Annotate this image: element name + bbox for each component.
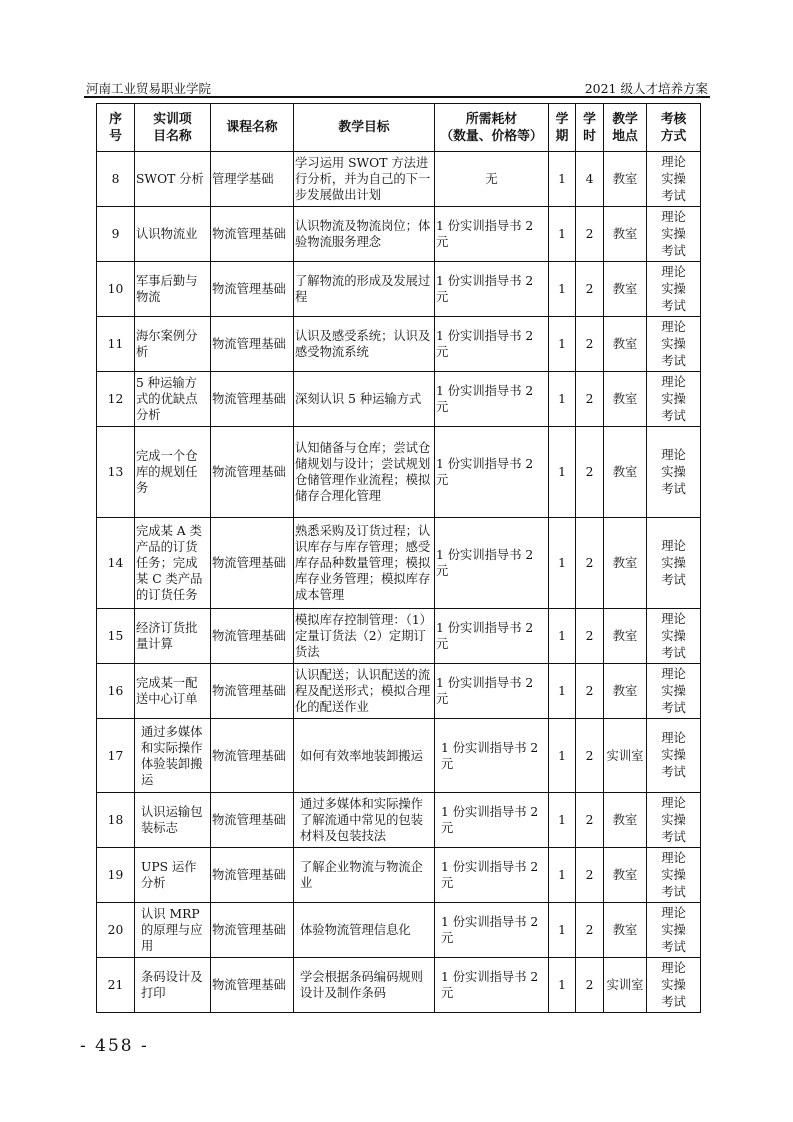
cell-seq: 19	[97, 848, 135, 903]
cell-hours: 2	[576, 262, 604, 317]
cell-goal: 如何有效率地装卸搬运	[294, 719, 435, 793]
cell-location: 教室	[604, 609, 647, 664]
cell-materials: 1 份实训指导书 2 元	[435, 719, 549, 793]
cell-term: 1	[549, 262, 576, 317]
cell-location: 教室	[604, 372, 647, 427]
cell-seq: 16	[97, 664, 135, 719]
cell-assessment: 理论 实操 考试	[647, 793, 701, 848]
col-project: 实训项 目名称	[135, 104, 211, 152]
cell-materials: 1 份实训指导书 2 元	[435, 848, 549, 903]
cell-seq: 13	[97, 427, 135, 518]
table-row	[97, 848, 701, 903]
cell-term: 1	[549, 903, 576, 958]
page-header	[84, 76, 710, 98]
col-course: 课程名称	[211, 104, 294, 152]
col-materials: 所需耗材 （数量、价格等）	[435, 104, 549, 152]
cell-assessment: 理论 实操 考试	[647, 958, 701, 1013]
cell-project: 军事后勤与物流	[135, 262, 211, 317]
cell-location: 教室	[604, 427, 647, 518]
cell-hours: 2	[576, 848, 604, 903]
cell-assessment: 理论 实操 考试	[647, 262, 701, 317]
cell-materials: 1 份实训指导书 2 元	[435, 427, 549, 518]
table-row	[97, 518, 701, 609]
cell-seq: 8	[97, 152, 135, 207]
cell-location: 教室	[604, 207, 647, 262]
table-row	[97, 207, 701, 262]
table-row	[97, 262, 701, 317]
cell-hours: 2	[576, 518, 604, 609]
table-row	[97, 958, 701, 1013]
cell-term: 1	[549, 518, 576, 609]
cell-goal: 认知储备与仓库；尝试仓储规划与设计；尝试规划仓储管理作业流程；模拟储存合理化管理	[294, 427, 435, 518]
cell-course: 物流管理基础	[211, 207, 294, 262]
table-row	[97, 317, 701, 372]
cell-assessment: 理论 实操 考试	[647, 848, 701, 903]
cell-seq: 12	[97, 372, 135, 427]
cell-goal: 熟悉采购及订货过程；认识库存与库存管理；感受库存品种数量管理；模拟库存业务管理；模拟库存成本管理	[294, 518, 435, 609]
cell-term: 1	[549, 609, 576, 664]
cell-materials: 无	[435, 152, 549, 207]
cell-course: 物流管理基础	[211, 793, 294, 848]
cell-course: 物流管理基础	[211, 903, 294, 958]
cell-assessment: 理论 实操 考试	[647, 372, 701, 427]
cell-course: 物流管理基础	[211, 262, 294, 317]
cell-goal: 模拟库存控制管理：（1）定量订货法（2）定期订货法	[294, 609, 435, 664]
cell-materials: 1 份实训指导书 2 元	[435, 262, 549, 317]
cell-project: 完成某 A 类产品的订货任务；完成某 C 类产品的订货任务	[135, 518, 211, 609]
cell-location: 教室	[604, 664, 647, 719]
cell-materials: 1 份实训指导书 2 元	[435, 903, 549, 958]
cell-goal: 了解物流的形成及发展过程	[294, 262, 435, 317]
cell-term: 1	[549, 317, 576, 372]
cell-location: 教室	[604, 518, 647, 609]
cell-term: 1	[549, 793, 576, 848]
cell-project: UPS 运作分析	[135, 848, 211, 903]
cell-materials: 1 份实训指导书 2 元	[435, 664, 549, 719]
cell-course: 物流管理基础	[211, 848, 294, 903]
table-row	[97, 719, 701, 793]
col-term: 学 期	[549, 104, 576, 152]
cell-assessment: 理论 实操 考试	[647, 664, 701, 719]
cell-location: 教室	[604, 903, 647, 958]
cell-assessment: 理论 实操 考试	[647, 427, 701, 518]
cell-assessment: 理论 实操 考试	[647, 903, 701, 958]
cell-hours: 4	[576, 152, 604, 207]
table-row	[97, 903, 701, 958]
cell-goal: 了解企业物流与物流企业	[294, 848, 435, 903]
cell-hours: 2	[576, 372, 604, 427]
cell-hours: 2	[576, 427, 604, 518]
cell-hours: 2	[576, 609, 604, 664]
cell-project: 完成一个仓库的规划任务	[135, 427, 211, 518]
cell-course: 物流管理基础	[211, 609, 294, 664]
cell-course: 物流管理基础	[211, 719, 294, 793]
cell-goal: 认识配送；认识配送的流程及配送形式；模拟合理化的配送作业	[294, 664, 435, 719]
cell-goal: 认识及感受系统；认识及感受物流系统	[294, 317, 435, 372]
cell-goal: 认识物流及物流岗位；体验物流服务理念	[294, 207, 435, 262]
cell-goal: 通过多媒体和实际操作了解流通中常见的包装材料及包装技法	[294, 793, 435, 848]
cell-seq: 14	[97, 518, 135, 609]
cell-term: 1	[549, 848, 576, 903]
cell-course: 物流管理基础	[211, 317, 294, 372]
cell-course: 管理学基础	[211, 152, 294, 207]
col-assessment: 考核 方式	[647, 104, 701, 152]
table-row	[97, 152, 701, 207]
cell-term: 1	[549, 427, 576, 518]
page-number: - 458 -	[80, 1036, 149, 1056]
cell-term: 1	[549, 372, 576, 427]
cell-course: 物流管理基础	[211, 372, 294, 427]
cell-term: 1	[549, 664, 576, 719]
cell-seq: 18	[97, 793, 135, 848]
cell-project: 条码设计及打印	[135, 958, 211, 1013]
cell-location: 实训室	[604, 719, 647, 793]
cell-location: 教室	[604, 793, 647, 848]
cell-goal: 体验物流管理信息化	[294, 903, 435, 958]
cell-hours: 2	[576, 664, 604, 719]
cell-project: 认识物流业	[135, 207, 211, 262]
cell-seq: 15	[97, 609, 135, 664]
cell-materials: 1 份实训指导书 2 元	[435, 518, 549, 609]
cell-assessment: 理论 实操 考试	[647, 719, 701, 793]
cell-assessment: 理论 实操 考试	[647, 152, 701, 207]
table-header-row	[97, 104, 701, 152]
cell-course: 物流管理基础	[211, 518, 294, 609]
cell-seq: 10	[97, 262, 135, 317]
col-goal: 教学目标	[294, 104, 435, 152]
cell-materials: 1 份实训指导书 2 元	[435, 372, 549, 427]
col-hours: 学 时	[576, 104, 604, 152]
table-row	[97, 427, 701, 518]
cell-location: 实训室	[604, 958, 647, 1013]
col-location: 教学 地点	[604, 104, 647, 152]
table-row	[97, 793, 701, 848]
training-table	[96, 103, 701, 1013]
cell-seq: 9	[97, 207, 135, 262]
table-row	[97, 609, 701, 664]
cell-course: 物流管理基础	[211, 958, 294, 1013]
cell-hours: 2	[576, 903, 604, 958]
col-seq: 序 号	[97, 104, 135, 152]
cell-hours: 2	[576, 207, 604, 262]
cell-hours: 2	[576, 317, 604, 372]
table-row	[97, 372, 701, 427]
cell-location: 教室	[604, 848, 647, 903]
cell-project: SWOT 分析	[135, 152, 211, 207]
cell-seq: 20	[97, 903, 135, 958]
cell-project: 经济订货批量计算	[135, 609, 211, 664]
cell-goal: 深刻认识 5 种运输方式	[294, 372, 435, 427]
cell-term: 1	[549, 152, 576, 207]
cell-project: 通过多媒体和实际操作体验装卸搬运	[135, 719, 211, 793]
cell-materials: 1 份实训指导书 2 元	[435, 793, 549, 848]
cell-assessment: 理论 实操 考试	[647, 518, 701, 609]
cell-location: 教室	[604, 152, 647, 207]
cell-course: 物流管理基础	[211, 664, 294, 719]
cell-term: 1	[549, 719, 576, 793]
cell-term: 1	[549, 207, 576, 262]
cell-assessment: 理论 实操 考试	[647, 207, 701, 262]
cell-materials: 1 份实训指导书 2 元	[435, 958, 549, 1013]
cell-seq: 17	[97, 719, 135, 793]
cell-project: 认识 MRP 的原理与应用	[135, 903, 211, 958]
cell-term: 1	[549, 958, 576, 1013]
cell-materials: 1 份实训指导书 2 元	[435, 207, 549, 262]
cell-location: 教室	[604, 262, 647, 317]
cell-goal: 学会根据条码编码规则设计及制作条码	[294, 958, 435, 1013]
cell-assessment: 理论 实操 考试	[647, 609, 701, 664]
cell-project: 海尔案例分析	[135, 317, 211, 372]
cell-project: 认识运输包装标志	[135, 793, 211, 848]
cell-hours: 2	[576, 719, 604, 793]
cell-hours: 2	[576, 958, 604, 1013]
cell-location: 教室	[604, 317, 647, 372]
cell-goal: 学习运用 SWOT 方法进行分析，并为自己的下一步发展做出计划	[294, 152, 435, 207]
cell-project: 5 种运输方式的优缺点分析	[135, 372, 211, 427]
cell-project: 完成某一配送中心订单	[135, 664, 211, 719]
cell-materials: 1 份实训指导书 2 元	[435, 609, 549, 664]
cell-assessment: 理论 实操 考试	[647, 317, 701, 372]
cell-seq: 11	[97, 317, 135, 372]
school-name: 河南工业贸易职业学院	[86, 81, 212, 96]
cell-seq: 21	[97, 958, 135, 1013]
cell-materials: 1 份实训指导书 2 元	[435, 317, 549, 372]
cell-course: 物流管理基础	[211, 427, 294, 518]
table-row	[97, 664, 701, 719]
plan-title: 2021 级人才培养方案	[584, 81, 708, 96]
cell-hours: 2	[576, 793, 604, 848]
